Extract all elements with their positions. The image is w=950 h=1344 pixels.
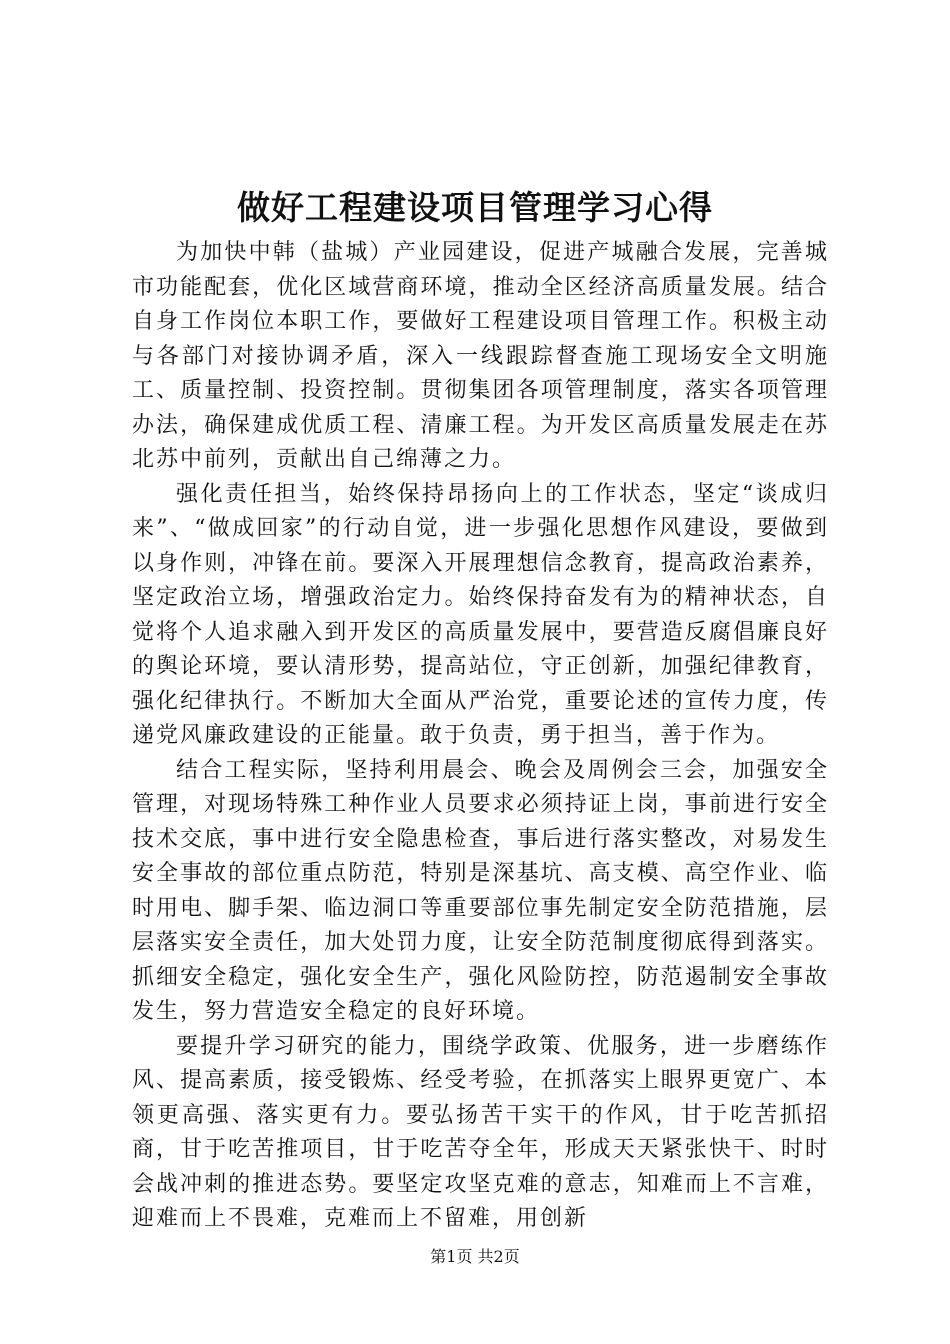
document-body — [132, 236, 829, 1237]
document-title: 做好工程建设项目管理学习心得 — [237, 188, 713, 227]
paragraph-2: 强化责任担当，始终保持昂扬向上的工作状态，坚定“谈成归来”、“做成回家”的行动自觉，进一步强化思想作风建设，要做到以身作则，冲锋在前。要深入开展理想信念教育，提高政治素养，坚定政治立场，增强政治定力。始终保持奋发有为的精神状态，自觉将个人追求融入到开发区的高质量发展中，要营造反腐倡廉良好的舆论环境，要认清形势，提高站位，守正创新，加强纪律教育，强化纪律执行。不断加大全面从严治党，重要论述的宣传力度，传递党风廉政建设的正能量。敢于负责，勇于担当，善于作为。 — [132, 481, 829, 748]
page-number-footer: 第1页 共2页 — [430, 1247, 520, 1266]
paragraph-3: 结合工程实际，坚持利用晨会、晚会及周例会三会，加强安全管理，对现场特殊工种作业人员要求必须持证上岗，事前进行安全技术交底，事中进行安全隐患检查，事后进行落实整改，对易发生安全事故的部位重点防范，特别是深基坑、高支模、高空作业、临时用电、脚手架、临边洞口等重要部位事先制定安全防范措施，层层落实安全责任，加大处罚力度，让安全防范制度彻底得到落实。抓细安全稳定，强化安全生产，强化风险防控，防范遏制安全事故发生，努力营造安全稳定的良好环境。 — [132, 757, 829, 1024]
paragraph-4: 要提升学习研究的能力，围绕学政策、优服务，进一步磨练作风、提高素质，接受锻炼、经受考验，在抓落实上眼界更宽广、本领更高强、落实更有力。要弘扬苦干实干的作风，甘于吃苦抓招商，甘于吃苦推项目，甘于吃苦夺全年，形成天天紧张快干、时时会战冲刺的推进态势。要坚定攻坚克难的意志，知难而上不言难，迎难而上不畏难，克难而上不留难，用创新 — [132, 1033, 829, 1231]
paragraph-1: 为加快中韩（盐城）产业园建设，促进产城融合发展，完善城市功能配套，优化区域营商环境，推动全区经济高质量发展。结合自身工作岗位本职工作，要做好工程建设项目管理工作。积极主动与各部门对接协调矛盾，深入一线跟踪督查施工现场安全文明施工、质量控制、投资控制。贯彻集团各项管理制度，落实各项管理办法，确保建成优质工程、清廉工程。为开发区高质量发展走在苏北苏中前列，贡献出自己绵薄之力。 — [132, 240, 829, 472]
